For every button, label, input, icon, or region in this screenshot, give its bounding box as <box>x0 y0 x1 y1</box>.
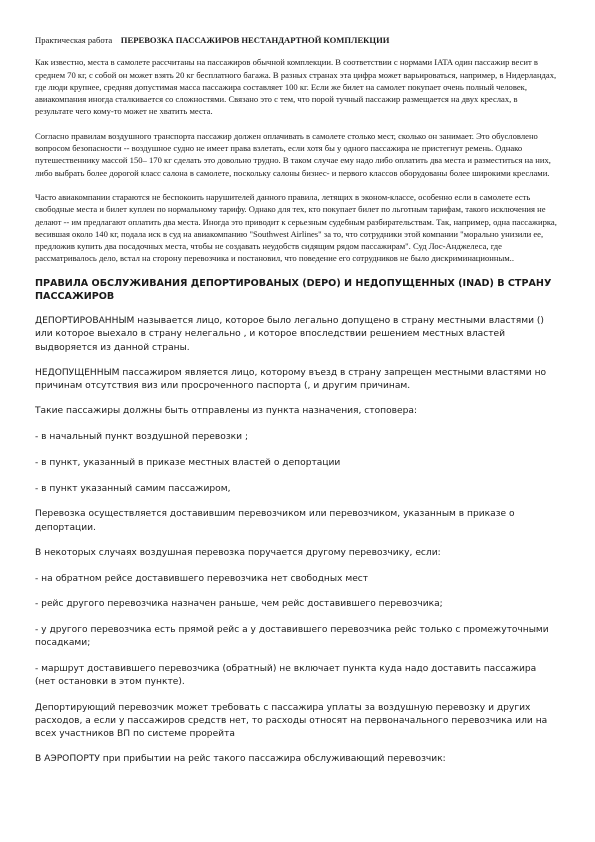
document-page <box>35 34 557 778</box>
intro-paragraph-1: Как известно, места в самолете рассчитаны на пассажиров обычной комплекции. В соответствии с нормами IATA один пассажир весит в среднем 70 кг, с собой он может взять 20 кг бесплатного багажа. В разных странах эта цифра может варьироваться, например, в Нидерландах, где люди крупнее, средняя допустимая масса пассажира составляет 100 кг. Если же билет на самолет покупает очень полный человек, авиакомпания иногда сталкивается со сложностями. Связано это с тем, что порой тучный пассажир размещается на двух креслах, в результате чего кому-то может не хватить места. <box>35 57 557 117</box>
return-intro: Такие пассажиры должны быть отправлены из пункта назначения, стоповера: <box>35 406 418 417</box>
document-title: ПЕРЕВОЗКА ПАССАЖИРОВ НЕСТАНДАРТНОЙ КОМПЛЕКЦИИ <box>120 35 390 45</box>
list-item: - в пункт, указанный в приказе местных властей о депортации <box>35 457 341 468</box>
list-item: - маршрут доставившего перевозчика (обратный) не включает пункта куда надо доставить пассажира (нет остановки в этом пункте). <box>35 664 537 688</box>
title-prefix: Практическая работа <box>35 35 113 45</box>
list-item: - на обратном рейсе доставившего перевозчика нет свободных мест <box>35 573 369 584</box>
list-item: - рейс другого перевозчика назначен раньше, чем рейс доставившего перевозчика; <box>35 599 443 610</box>
definition-inadmissible: НЕДОПУЩЕННЫМ пассажиром является лицо, которому въезд в страну запрещен местными властями но причинам отсутствия виз или просроченного паспорта (, и другим причинам. <box>35 367 547 391</box>
document-title-line <box>35 34 557 46</box>
list-item: - в начальный пункт воздушной перевозки ; <box>35 431 249 442</box>
airport-paragraph: В АЭРОПОРТУ при прибытии на рейс такого пассажира обслуживающий перевозчик: <box>35 754 446 765</box>
definition-deported: ДЕПОРТИРОВАННЫМ называется лицо, которое было легально допущено в страну местными властями () или которое выехало в страну нелегально , и которое впоследствии решением местных властей выдворяется из данной страны. <box>35 316 544 353</box>
list-item: - у другого перевозчика есть прямой рейс а у доставившего перевозчика рейс только с промежуточными посадками; <box>35 625 549 649</box>
intro-paragraph-3: Часто авиакомпании стараются не беспокоить нарушителей данного правила, летящих в эконом-классе, особенно если в самолете есть свободные места и билет куплен по нормальному тарифу. Однако для тех, кто покупает билет по льготным тарифам, такого исключения не делают -- им предлагают оплатить два места. Иногда это приводит к серьезным судебным разбирательствам. Так, например, одна пассажирка, весившая около 140 кг, подала иск в суд на авиакомпанию "Southwest Airlines" за то, что сотрудники этой компании "морально унизили ее, предложив купить два посадочных места, чтобы не создавать неудобств сидящим рядом пассажирам". Суд Лос-Анджелеса, где рассматривалось дело, встал на сторону перевозчика и постановил, что поведение его сотрудников не было дискриминационным.. <box>35 191 557 264</box>
other-carrier-intro: В некоторых случаях воздушная перевозка поручается другому перевозчику, если: <box>35 547 441 558</box>
carrier-paragraph: Перевозка осуществляется доставившим перевозчиком или перевозчиком, указанным в приказе о депортации. <box>35 509 515 533</box>
intro-paragraph-2: Согласно правилам воздушного транспорта пассажир должен оплачивать в самолете столько мест, сколько он занимает. Это обусловлено вопросом безопасности -- воздушное судно не имеет права взлетать, если хотя бы у одного пассажира не пристегнут ремень. Однако путешественнику массой 150– 170 кг сделать это довольно трудно. В таком случае ему надо либо оплатить два места и разместиться на них, либо выбрать более дорогой класс салона в самолете, поскольку салоны бизнес- и первого классов оборудованы более широкими креслами. <box>35 130 551 178</box>
section-heading: ПРАВИЛА ОБСЛУЖИВАНИЯ ДЕПОРТИРОВАНЫХ (DEPO) И НЕДОПУЩЕННЫХ (INAD) В СТРАНУ ПАССАЖИРОВ <box>35 277 552 302</box>
payment-paragraph: Депортирующий перевозчик может требовать с пассажира уплаты за воздушную перевозку и других расходов, а если у пассажиров средств нет, то расходы относят на первоначального перевозчика или на всех участников ВП по системе прорейта <box>35 702 548 739</box>
list-item: - в пункт указанный самим пассажиром, <box>35 483 231 494</box>
